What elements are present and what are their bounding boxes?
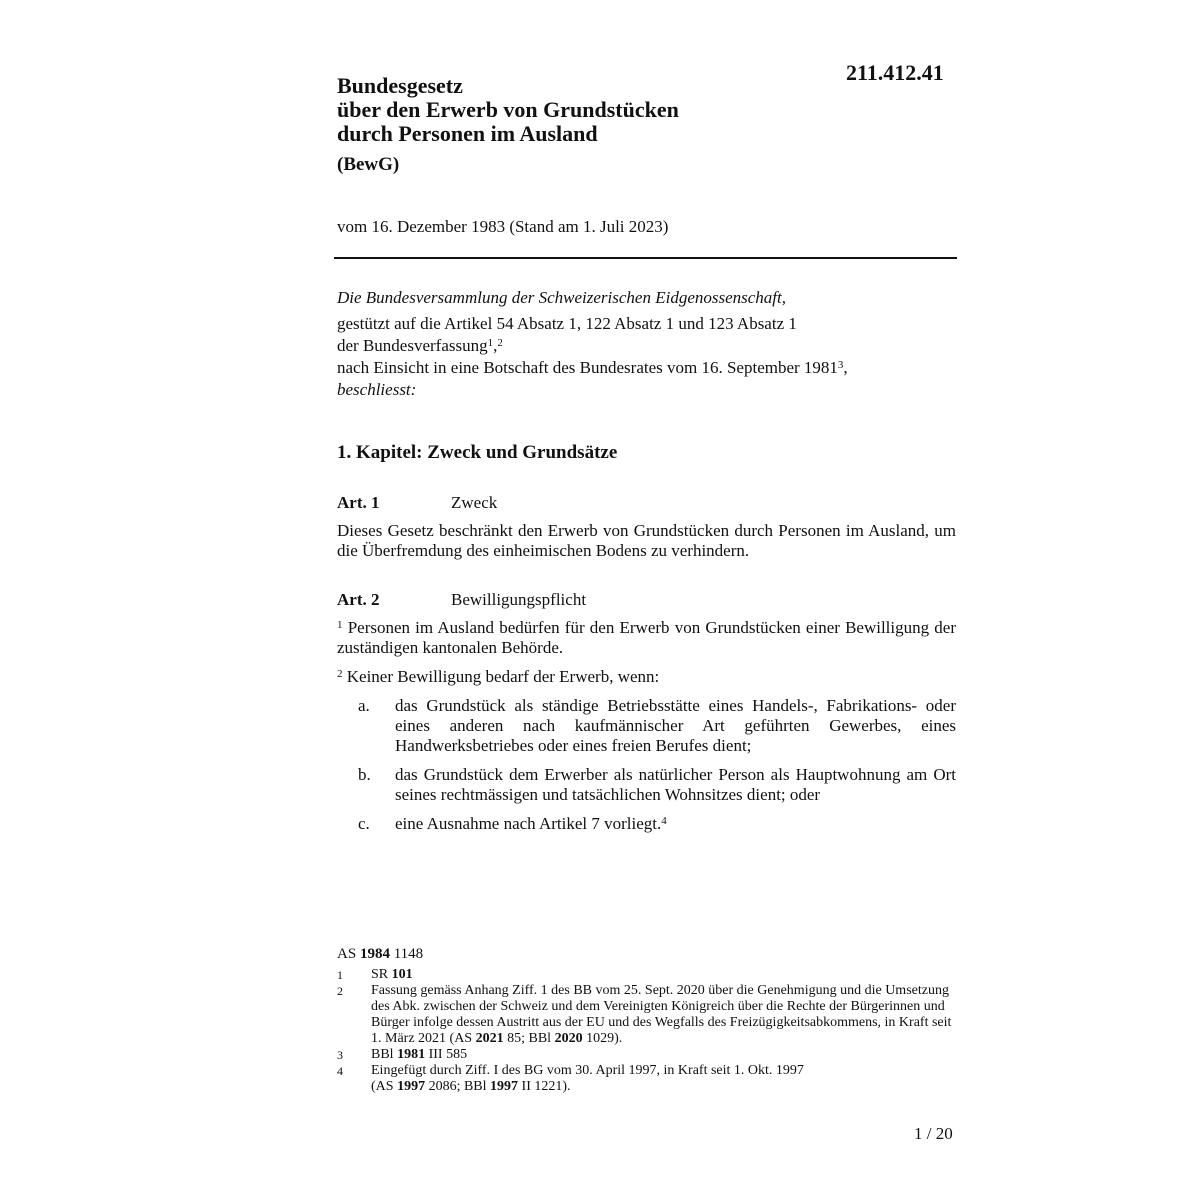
list-letter: a. [358,696,370,715]
page-number: 1 / 20 [914,1124,953,1143]
preamble [337,287,848,401]
preamble-assembly: Die Bundesversammlung der Schweizerischen Eidgenossenschaft, [337,288,786,307]
article-number: Art. 2 [337,590,380,609]
as-prefix: AS [337,946,357,962]
footnote-text [371,967,956,983]
title-line: über den Erwerb von Grundstücken [337,97,679,122]
paragraph-text: Personen im Ausland bedürfen für den Erwerb von Grundstücken einer Bewilligung der zuständigen kantonalen Behörde. [337,618,957,657]
footnote-ref[interactable]: 2 [497,337,503,349]
paragraph-number: 1 [337,619,343,631]
separator: , [843,358,848,377]
footnote-number: 4 [337,1064,343,1078]
footnote-bold: 2020 [554,1031,583,1046]
list-text-wrap [395,814,956,834]
footnote-text-part: II 1221). [521,1079,571,1094]
footnote-ref[interactable]: 4 [661,815,667,827]
chapter-heading: 1. Kapitel: Zweck und Grundsätze [337,442,618,463]
article-title: Zweck [451,493,498,512]
footnote-bold: 1981 [397,1047,426,1062]
document-title [337,74,679,146]
footnote-text-part: Fassung gemäss Anhang Ziff. 1 des BB vom 25. Sept. 2020 über die Genehmigung und die Umsetzung des Abk. zwischen der Schweiz und dem Vereinigten Königreich über die Rechte der Bürgerinnen und Bürger infolge dessen Austritt aus der EU und des Wegfalls des Freizügigkeitsabkommens, in Kraft seit 1. März 2021 (AS [371,983,952,1046]
list-letter: b. [358,765,371,784]
footnote-number: 1 [337,968,343,982]
title-line: durch Personen im Ausland [337,121,598,146]
footnote-prefix: SR [371,967,389,982]
preamble-message [337,357,848,379]
list-text: das Grundstück dem Erwerber als natürlicher Person als Hauptwohnung am Ort seines rechtmässigen und tatsächlichen Wohnsitzes dient; oder [395,765,956,804]
preamble-basis-line [337,335,848,357]
list-text: eine Ausnahme nach Artikel 7 vorliegt. [395,814,662,833]
article-paragraph [337,667,956,687]
footnote-bold: 101 [391,967,413,982]
article-number: Art. 1 [337,493,380,512]
footnote-text [371,983,956,1047]
footnote-bold: 1997 [397,1079,426,1094]
law-abbreviation: (BewG) [337,154,400,175]
header-divider [334,257,957,259]
footnote-text [371,1063,956,1095]
footnote-text-part: 85; BBl [507,1031,552,1046]
footnote-bold: 2021 [475,1031,504,1046]
title-line: Bundesgesetz [337,73,463,98]
footnote-ref[interactable]: 1 [487,337,494,349]
footnote-text-part: 1029). [586,1031,623,1046]
preamble-basis-text: der Bundesverfassung [337,336,488,355]
paragraph-number: 2 [337,668,343,680]
footnote-prefix: BBl [371,1047,394,1062]
footnote-text-part: 2086; BBl [428,1079,487,1094]
as-reference [337,946,423,963]
as-year: 1984 [359,946,390,962]
article-title: Bewilligungspflicht [451,590,587,609]
article-text: Dieses Gesetz beschränkt den Erwerb von Grundstücken durch Personen im Ausland, um die Überfremdung des einheimischen Bodens zu verhindern. [337,521,956,560]
sr-number: 211.412.41 [846,60,944,85]
enactment-date: vom 16. Dezember 1983 (Stand am 1. Juli 2023) [337,217,669,236]
article-heading [337,493,497,513]
footnote-suffix: III 585 [428,1047,468,1062]
footnote-text-part: (AS [371,1079,394,1094]
article-paragraph [337,618,956,658]
article-heading [337,590,586,610]
paragraph-text: Keiner Bewilligung bedarf der Erwerb, wenn: [346,667,660,686]
footnote-number: 3 [337,1048,343,1062]
preamble-message-text: nach Einsicht in eine Botschaft des Bundesrates vom 16. September 1981 [337,358,838,377]
footnote-number: 2 [337,984,343,998]
list-letter: c. [358,814,370,833]
as-page: 1148 [393,946,424,962]
footnote-ref[interactable]: 3 [837,359,844,371]
footnote-text-part: Eingefügt durch Ziff. I des BG vom 30. April 1997, in Kraft seit 1. Okt. 1997 [371,1063,804,1078]
footnote-bold: 1997 [490,1079,519,1094]
list-text: das Grundstück als ständige Betriebsstätte eines Handels-, Fabrikations- oder eines anderen nach kaufmännischer Art geführten Gewerbes, eines Handwerksbetriebes oder eines freien Berufes dient; [395,696,956,755]
separator: , [493,336,498,355]
preamble-decides: beschliesst: [337,380,417,399]
preamble-basis-line: gestützt auf die Artikel 54 Absatz 1, 122 Absatz 1 und 123 Absatz 1 [337,314,797,333]
footnote-text [371,1047,956,1063]
